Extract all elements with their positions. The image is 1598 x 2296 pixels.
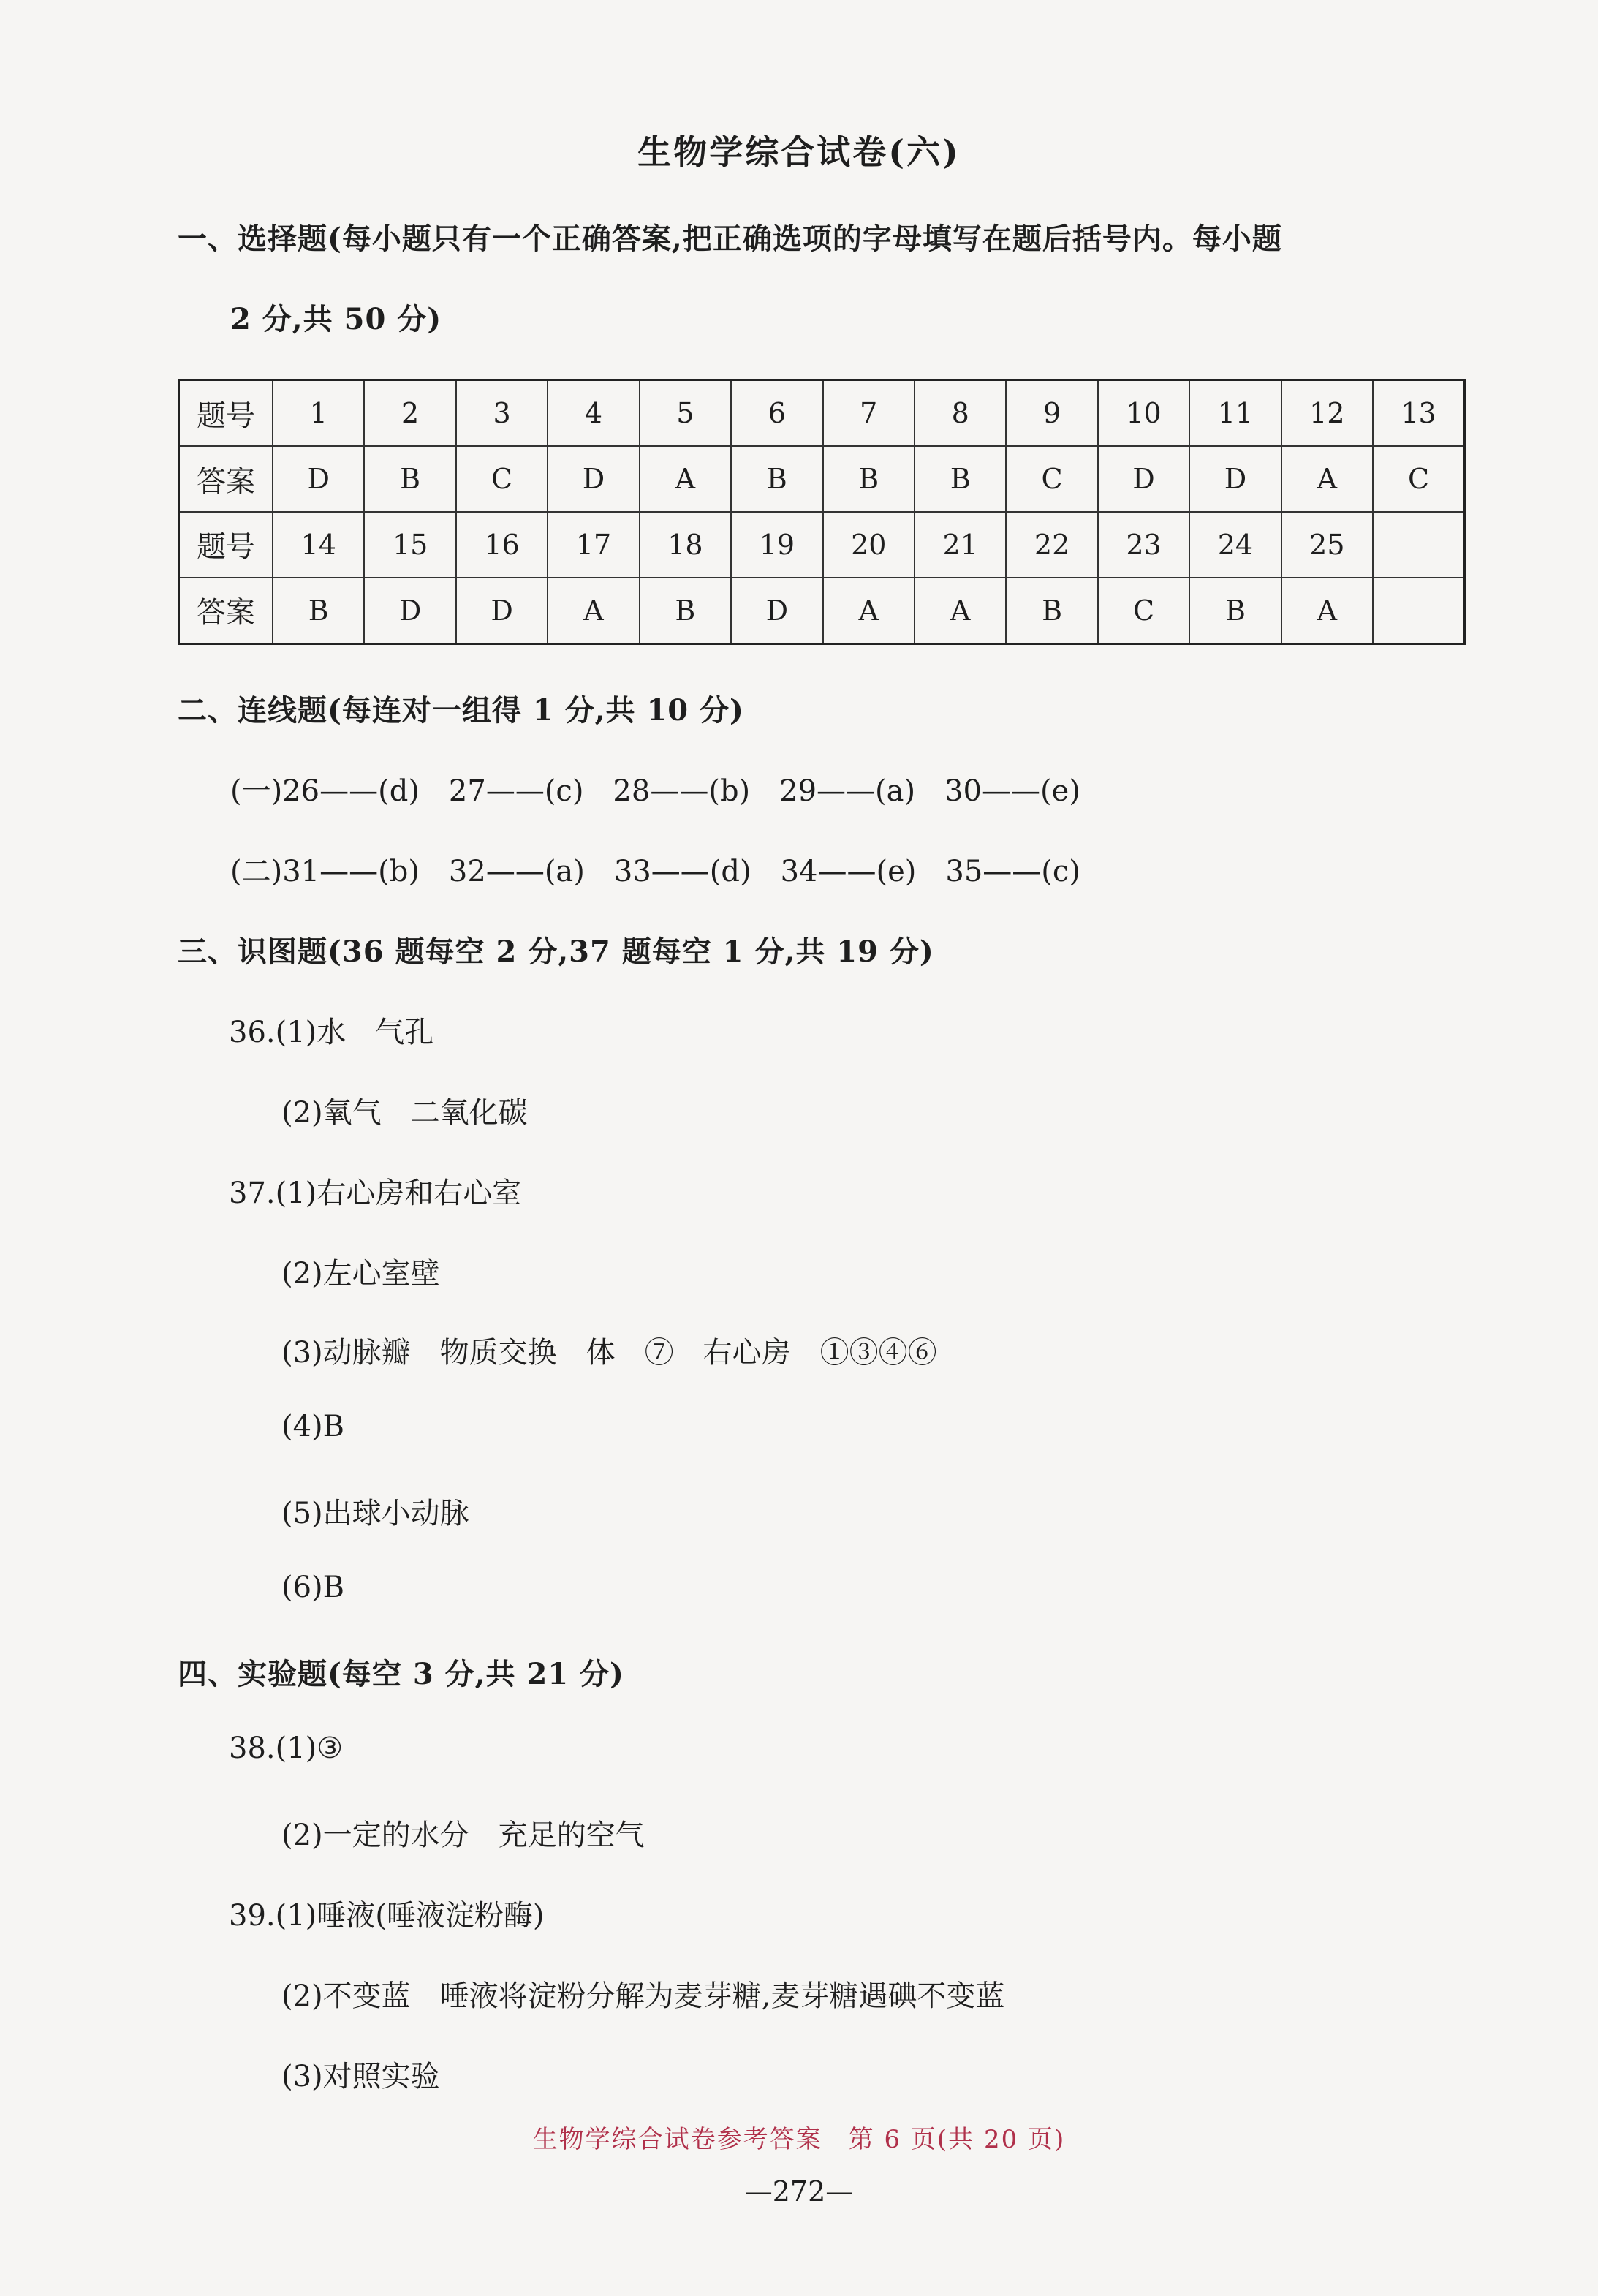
answer-37-1: 37.(1)右心房和右心室	[229, 1177, 522, 1210]
table-cell: 20	[823, 512, 915, 578]
answer-36-2: (2)氧气 二氧化碳	[281, 1096, 528, 1130]
table-cell: A	[915, 578, 1006, 644]
answer-39-2: (2)不变蓝 唾液将淀粉分解为麦芽糖,麦芽糖遇碘不变蓝	[281, 1979, 1005, 2013]
table-cell	[1373, 578, 1464, 644]
table-cell: A	[548, 578, 639, 644]
row-label: 题号	[179, 380, 273, 447]
table-cell: 6	[731, 380, 822, 447]
answer-39-3: (3)对照实验	[281, 2060, 440, 2093]
row-label: 答案	[179, 446, 273, 512]
section3-heading: 三、识图题(36 题每空 2 分,37 题每空 1 分,共 19 分)	[178, 934, 934, 969]
table-cell: D	[273, 446, 364, 512]
section4-heading: 四、实验题(每空 3 分,共 21 分)	[178, 1657, 624, 1691]
matching-line-2: (二)31——(b) 32——(a) 33——(d) 34——(e) 35——(c)	[230, 855, 1080, 888]
answer-39-1: 39.(1)唾液(唾液淀粉酶)	[229, 1899, 545, 1933]
table-cell: C	[1098, 578, 1189, 644]
answer-37-6: (6)B	[281, 1571, 345, 1604]
table-cell: B	[731, 446, 822, 512]
table-cell: 22	[1006, 512, 1097, 578]
table-cell: 10	[1098, 380, 1189, 447]
answer-table	[178, 379, 1466, 645]
answer-38-2: (2)一定的水分 充足的空气	[281, 1819, 645, 1852]
answer-37-2: (2)左心室壁	[281, 1257, 440, 1291]
matching-line-1: (一)26——(d) 27——(c) 28——(b) 29——(a) 30——(e)	[230, 774, 1080, 808]
table-cell: C	[1006, 446, 1097, 512]
section1-heading-cont: 2 分,共 50 分)	[230, 302, 442, 336]
table-cell: B	[273, 578, 364, 644]
table-cell: 8	[915, 380, 1006, 447]
table-cell: 1	[273, 380, 364, 447]
table-row	[179, 578, 1465, 644]
answer-37-4: (4)B	[281, 1410, 345, 1443]
table-cell: D	[364, 578, 455, 644]
answer-38-1: 38.(1)③	[229, 1732, 344, 1765]
table-cell: B	[915, 446, 1006, 512]
table-cell: 18	[640, 512, 731, 578]
table-cell: 23	[1098, 512, 1189, 578]
table-cell: 2	[364, 380, 455, 447]
table-cell: B	[640, 578, 731, 644]
table-cell: D	[456, 578, 548, 644]
table-cell: 17	[548, 512, 639, 578]
table-cell: 15	[364, 512, 455, 578]
table-cell: C	[1373, 446, 1464, 512]
table-cell: D	[1098, 446, 1189, 512]
table-cell: 5	[640, 380, 731, 447]
table-cell: 13	[1373, 380, 1464, 447]
table-cell: B	[823, 446, 915, 512]
table-cell: 19	[731, 512, 822, 578]
table-row	[179, 380, 1465, 447]
answer-37-5: (5)出球小动脉	[281, 1497, 469, 1530]
table-cell: B	[364, 446, 455, 512]
table-cell: A	[1281, 446, 1373, 512]
row-label: 答案	[179, 578, 273, 644]
table-cell: 4	[548, 380, 639, 447]
table-cell: 16	[456, 512, 548, 578]
table-cell: 14	[273, 512, 364, 578]
page-number: —272—	[744, 2175, 854, 2208]
table-cell: 21	[915, 512, 1006, 578]
table-cell: 24	[1189, 512, 1281, 578]
section2-heading: 二、连线题(每连对一组得 1 分,共 10 分)	[178, 693, 744, 728]
row-label: 题号	[179, 512, 273, 578]
table-cell: D	[1189, 446, 1281, 512]
table-cell: B	[1006, 578, 1097, 644]
table-cell: 9	[1006, 380, 1097, 447]
table-row	[179, 512, 1465, 578]
answer-36-1: 36.(1)水 气孔	[229, 1016, 434, 1049]
table-cell: 7	[823, 380, 915, 447]
table-cell: 3	[456, 380, 548, 447]
page-footer: 生物学综合试卷参考答案 第 6 页(共 20 页)	[532, 2125, 1066, 2154]
table-cell: B	[1189, 578, 1281, 644]
table-cell: D	[548, 446, 639, 512]
table-row	[179, 446, 1465, 512]
section1-heading: 一、选择题(每小题只有一个正确答案,把正确选项的字母填写在题后括号内。每小题	[178, 222, 1282, 256]
table-cell: A	[1281, 578, 1373, 644]
table-cell: C	[456, 446, 548, 512]
table-cell: A	[823, 578, 915, 644]
page-title: 生物学综合试卷(六)	[637, 132, 961, 172]
table-cell	[1373, 512, 1464, 578]
table-cell: 25	[1281, 512, 1373, 578]
table-cell: 11	[1189, 380, 1281, 447]
answer-37-3: (3)动脉瓣 物质交换 体 ⑦ 右心房 ①③④⑥	[281, 1336, 937, 1370]
table-cell: D	[731, 578, 822, 644]
table-cell: 12	[1281, 380, 1373, 447]
table-cell: A	[640, 446, 731, 512]
